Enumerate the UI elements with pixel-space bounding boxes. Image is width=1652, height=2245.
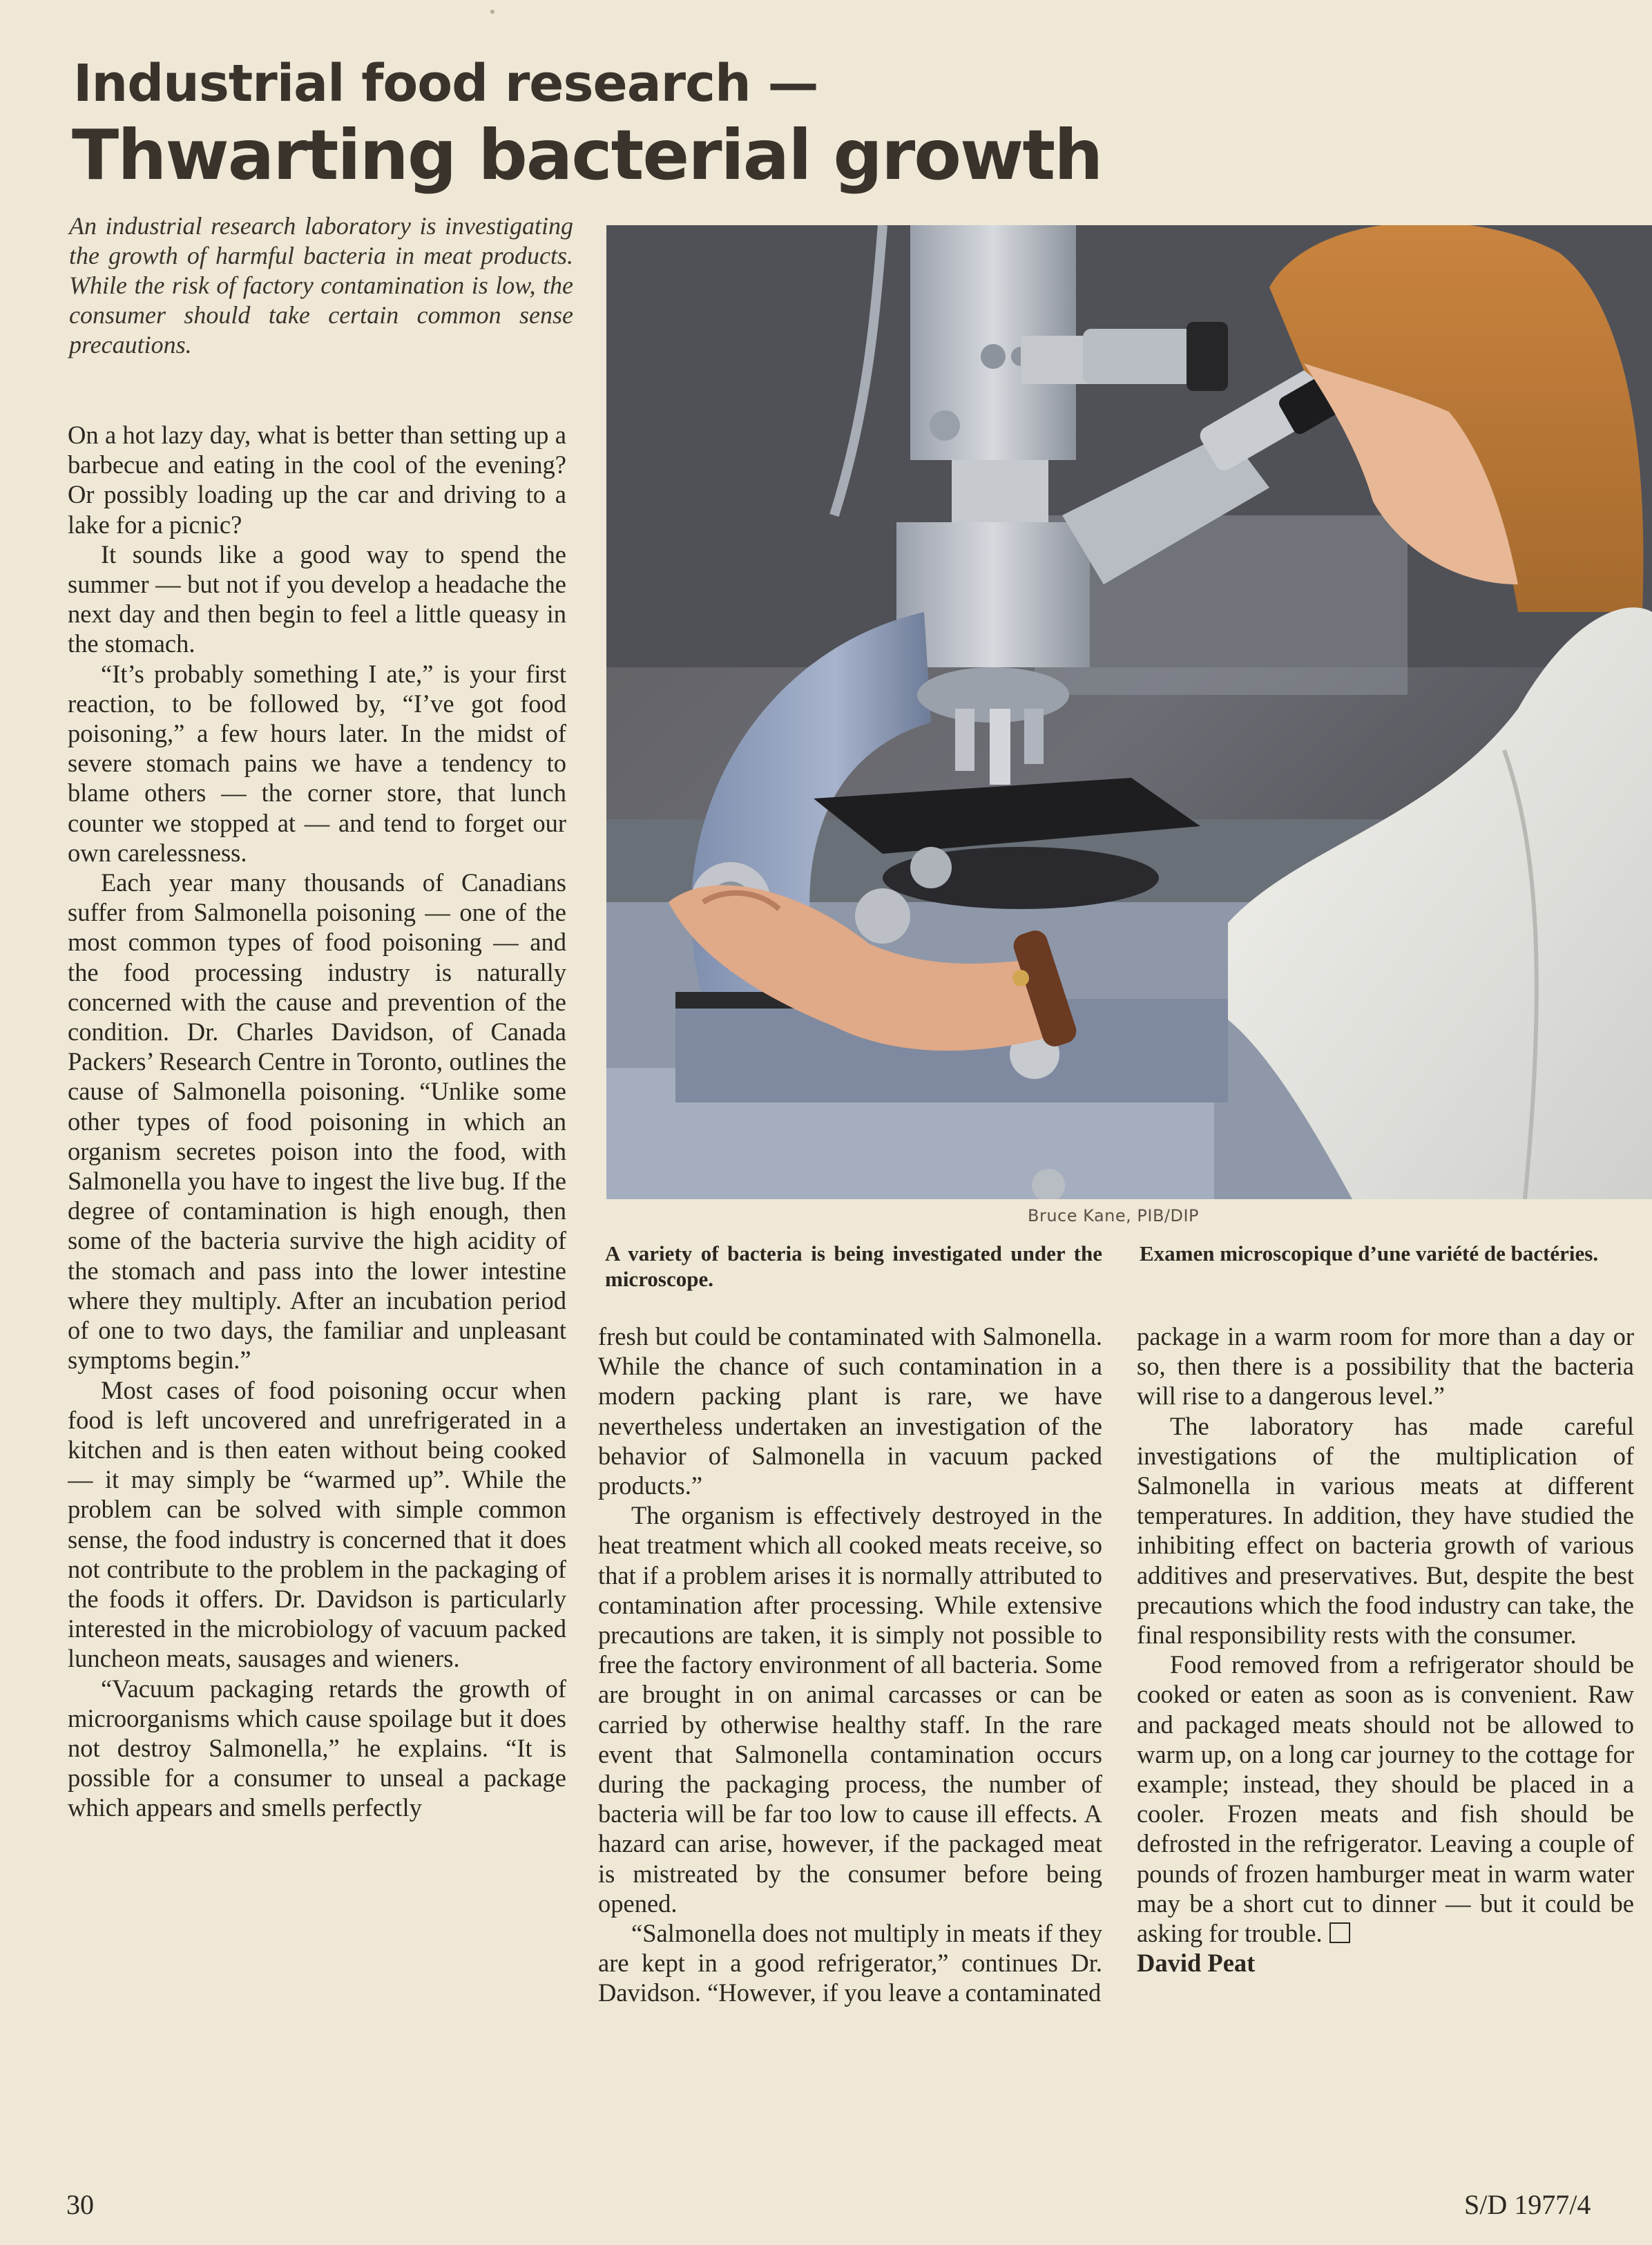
paragraph: Most cases of food poisoning occur when food is left uncovered and unrefrigerated in a kitchen and is then eaten without being cooked — it may simply be “warmed up”. While the problem can be solved with simple common sense, the food industry is concerned that it does not contribute to the problem in the packaging of the foods it offers. Dr. Davidson is particularly interested in the microbiology of vacuum packed luncheon meats, sausages and wieners. [68,1375,566,1673]
paragraph-text: Food removed from a refrigerator should be cooked or eaten as soon as is convenient. Raw and packaged meats should not be allowed to warm up, on a long car journey to the cottage for example; instead, they should be placed in a cooler. Frozen meats and fish should be defrosted in the refrigerator. Leaving a couple of pounds of frozen hamburger meat in warm water may be a short cut to dinner — but it could be asking for trouble. [1137,1650,1634,1948]
article-column-2 [598,1321,1102,2161]
print-speck [490,10,494,14]
photo-caption-french: Examen microscopique d’une variété de bactéries. [1140,1241,1599,1265]
article-headline: Thwarting bacterial growth [72,115,1102,195]
paragraph: The laboratory has made careful investigations of the multiplication of Salmonella in various meats at different temperatures. In addition, they have studied the inhibiting effect on bacteria growth of various additives and preservatives. But, despite the best precautions which the food industry can take, the final responsibility rests with the consumer. [1137,1411,1634,1650]
article-column-1 [68,420,566,2161]
paragraph: “Vacuum packaging retards the growth of microorganisms which cause spoilage but it does not destroy Salmonella,” he explains. “It is possible for a consumer to unseal a package which appears and smells perfectly [68,1674,566,1822]
issue-label: S/D 1977/4 [1464,2189,1591,2220]
paragraph: The organism is effectively destroyed in the heat treatment which all cooked meats receive, so that if a problem arises it is normally attributed to contamination after processing. While extensive precautions are taken, it is simply not possible to free the factory environment of all bacteria. Some are brought in on animal carcasses or can be carried by otherwise healthy staff. In the rare event that Salmonella contamination occurs during the packaging process, the number of bacteria will be far too low to cause ill effects. A hazard can arise, however, if the packaged meat is mistreated by the consumer before being opened. [598,1501,1102,1918]
microscope-photo [606,225,1652,1199]
byline: David Peat [1137,1949,1256,1978]
article-column-3 [1137,1321,1634,2161]
paragraph: It sounds like a good way to spend the summer — but not if you develop a headache the next day and then begin to feel a little queasy in the stomach. [68,539,566,658]
deck-text: An industrial research laboratory is investigating the growth of harmful bacteria in meat products. While the risk of factory contamination is low, the consumer should take certain common sense precautions. [69,212,573,359]
paragraph: package in a warm room for more than a day or so, then there is a possibility that the bacteria will rise to a dangerous level.” [1137,1322,1634,1411]
paragraph: “Salmonella does not multiply in meats if they are kept in a good refrigerator,” continues Dr. Davidson. “However, if you leave a contaminated [598,1919,1102,2007]
photo-caption-english: A variety of bacteria is being investigated under the microscope. [605,1241,1102,1291]
paragraph: fresh but could be contaminated with Salmonella. While the chance of such contamination in a modern packing plant is rare, we have nevertheless undertaken an investigation of the behavior of Salmonella in vacuum packed products.” [598,1322,1102,1500]
article-kicker: Industrial food research — [73,54,818,113]
paragraph: “It’s probably something I ate,” is your first reaction, to be followed by, “I’ve got food poisoning,” a few hours later. In the midst of severe stomach pains we have a tendency to blame others — the corner store, that lunch counter we stopped at — and tend to forget our own carelessness. [68,659,566,867]
page-number: 30 [66,2189,94,2220]
paragraph: On a hot lazy day, what is better than setting up a barbecue and eating in the cool of the evening? Or possibly loading up the car and driving to a lake for a picnic? [68,421,566,539]
photo-credit: Bruce Kane, PIB/DIP [1028,1206,1200,1225]
paragraph [1137,1650,1634,1948]
article-deck [69,211,573,360]
end-mark-icon [1329,1922,1350,1943]
microscope-illustration [606,225,1652,1199]
paragraph: Each year many thousands of Canadians suffer from Salmonella poisoning — one of the most common types of food poisoning — and the food processing industry is naturally concerned with the cause and prevention of the condition. Dr. Charles Davidson, of Canada Packers’ Research Centre in Toronto, outlines the cause of Salmonella poisoning. “Unlike some other types of food poisoning in which an organism secretes poison into the food, with Salmonella you have to ingest the live bug. If the degree of contamination is high enough, then some of the bacteria survive the high acidity of the stomach and pass into the lower intestine where they multiply. After an incubation period of one to two days, the familiar and unpleasant symptoms begin.” [68,868,566,1375]
